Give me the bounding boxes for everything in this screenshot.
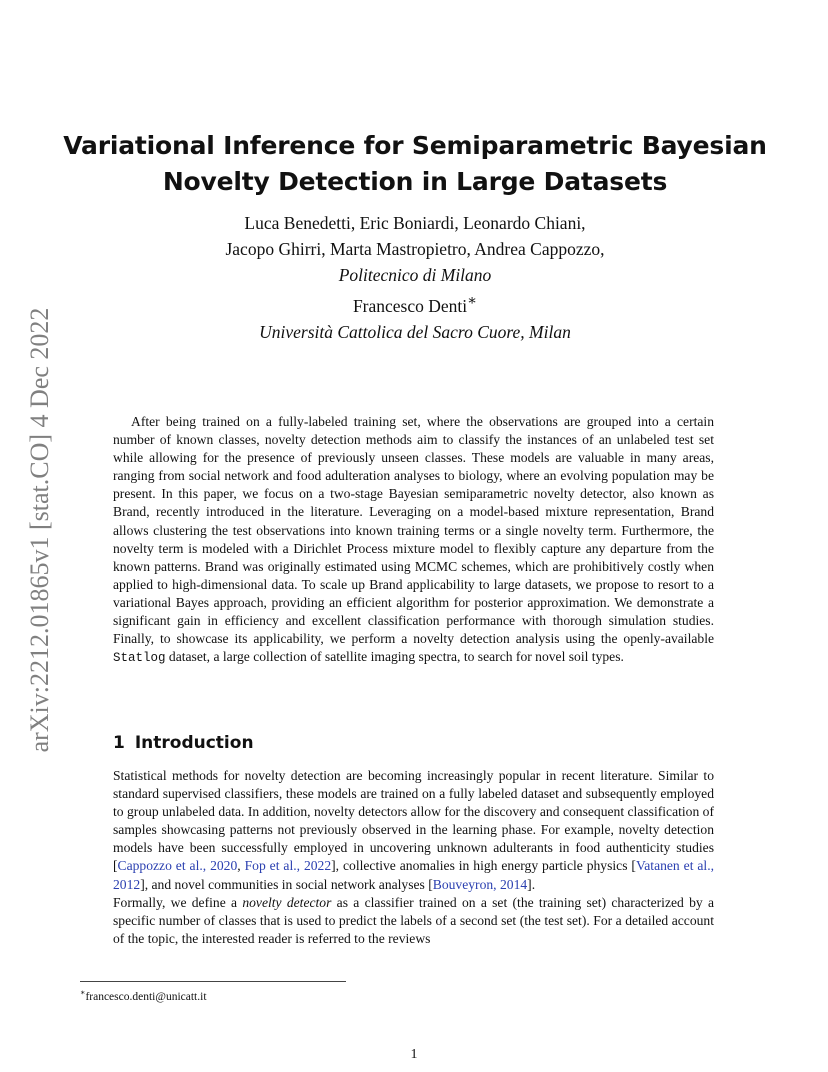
abstract <box>113 413 714 667</box>
citation-link[interactable]: Cappozzo et al., 2020 <box>117 858 238 874</box>
author-name <box>110 288 720 319</box>
paragraph-text: Statistical methods for novelty detection are becoming increasingly popular in recent literature. Similar to standard supervised classifiers, these models are trained on a fully labeled dataset and subsequently employed to group unlabeled data. In addition, novelty detectors allow for the discovery and consequent classification of samples showcasing patterns not previously observed in the learning phase. For example, novelty detection models have been successfully employed in uncovering unknown adulterants in food authenticity studies [ <box>113 768 714 874</box>
paragraph-text: ]. <box>527 876 536 892</box>
citation-link[interactable]: Fop et al., 2022 <box>244 858 332 874</box>
introduction-body <box>113 767 714 948</box>
section-heading <box>113 731 254 755</box>
section-title: Introduction <box>134 733 254 753</box>
paragraph-text: , <box>237 858 245 874</box>
footnote-marker: ∗ <box>80 988 86 997</box>
paragraph <box>113 767 714 894</box>
abstract-text-end: dataset, a large collection of satellite imaging spectra, to search for novel soil types. <box>165 649 624 665</box>
paragraph-text: ], collective anomalies in high energy particle physics [ <box>331 858 636 874</box>
citation-link[interactable]: Bouveyron, 2014 <box>432 876 528 892</box>
footnote-divider <box>80 981 346 982</box>
abstract-text: After being trained on a fully-labeled training set, where the observations are grouped into a certain number of known classes, novelty detection methods aim to classify the instances of an unlabeled test set while allowing for the presence of previously unseen classes. These models are valuable in many areas, ranging from social network and food adulteration analyses to biology, where an evolving population may be present. In this paper, we focus on a two-stage Bayesian semiparametric novelty detector, also known as Brand, recently introduced in the literature. Leveraging on a model-based mixture representation, Brand allows clustering the test observations into known training terms or a single novelty term. Furthermore, the novelty term is modeled with a Dirichlet Process mixture model to flexibly capture any departure from the known patterns. Brand was originally estimated using MCMC schemes, which are prohibitively costly when applied to high-dimensional data. To scale up Brand applicability to large datasets, we propose to resort to a variational Bayes approach, providing an efficient algorithm for posterior approximation. We demonstrate a significant gain in efficiency and excellent classification performance with thorough simulation studies. Finally, to showcase its applicability, we perform a novelty detection analysis using the openly-available <box>113 414 714 647</box>
paper-title <box>60 128 770 200</box>
affiliation: Università Cattolica del Sacro Cuore, Milan <box>259 321 571 342</box>
author-name-text: Francesco Denti <box>352 295 468 316</box>
footnote <box>80 985 207 1005</box>
paragraph-text: ], and novel communities in social network analyses [ <box>140 876 433 892</box>
arxiv-identifier: arXiv:2212.01865v1 [stat.CO] 4 Dec 2022 <box>25 307 54 753</box>
affiliation: Politecnico di Milano <box>338 265 492 285</box>
footnote-marker: ∗ <box>467 293 478 309</box>
author-list: Jacopo Ghirri, Marta Mastropietro, Andrea Cappozzo, <box>225 239 605 259</box>
page-number: 1 <box>410 1047 418 1062</box>
emphasized-term: novelty detector <box>242 894 332 910</box>
footnote-email: francesco.denti@unicatt.it <box>85 990 207 1003</box>
title-line: Variational Inference for Semiparametric Bayesian <box>63 131 767 160</box>
paragraph <box>113 894 714 948</box>
citation-link[interactable]: Vatanen et al., 2012 <box>113 858 714 892</box>
author-list: Luca Benedetti, Eric Boniardi, Leonardo Chiani, <box>244 213 586 233</box>
paragraph-text: as a classifier trained on a set (the training set) characterized by a specific number of classes that is used to predict the labels of a second set (the test set). For a detailed account of the topic, the interested reader is referred to the reviews <box>113 894 715 946</box>
title-line: Novelty Detection in Large Datasets <box>162 167 668 196</box>
paragraph-text: Formally, we define a <box>113 894 243 910</box>
author-block <box>110 210 720 345</box>
dataset-name: Statlog <box>113 651 166 666</box>
section-number: 1 <box>113 733 125 753</box>
